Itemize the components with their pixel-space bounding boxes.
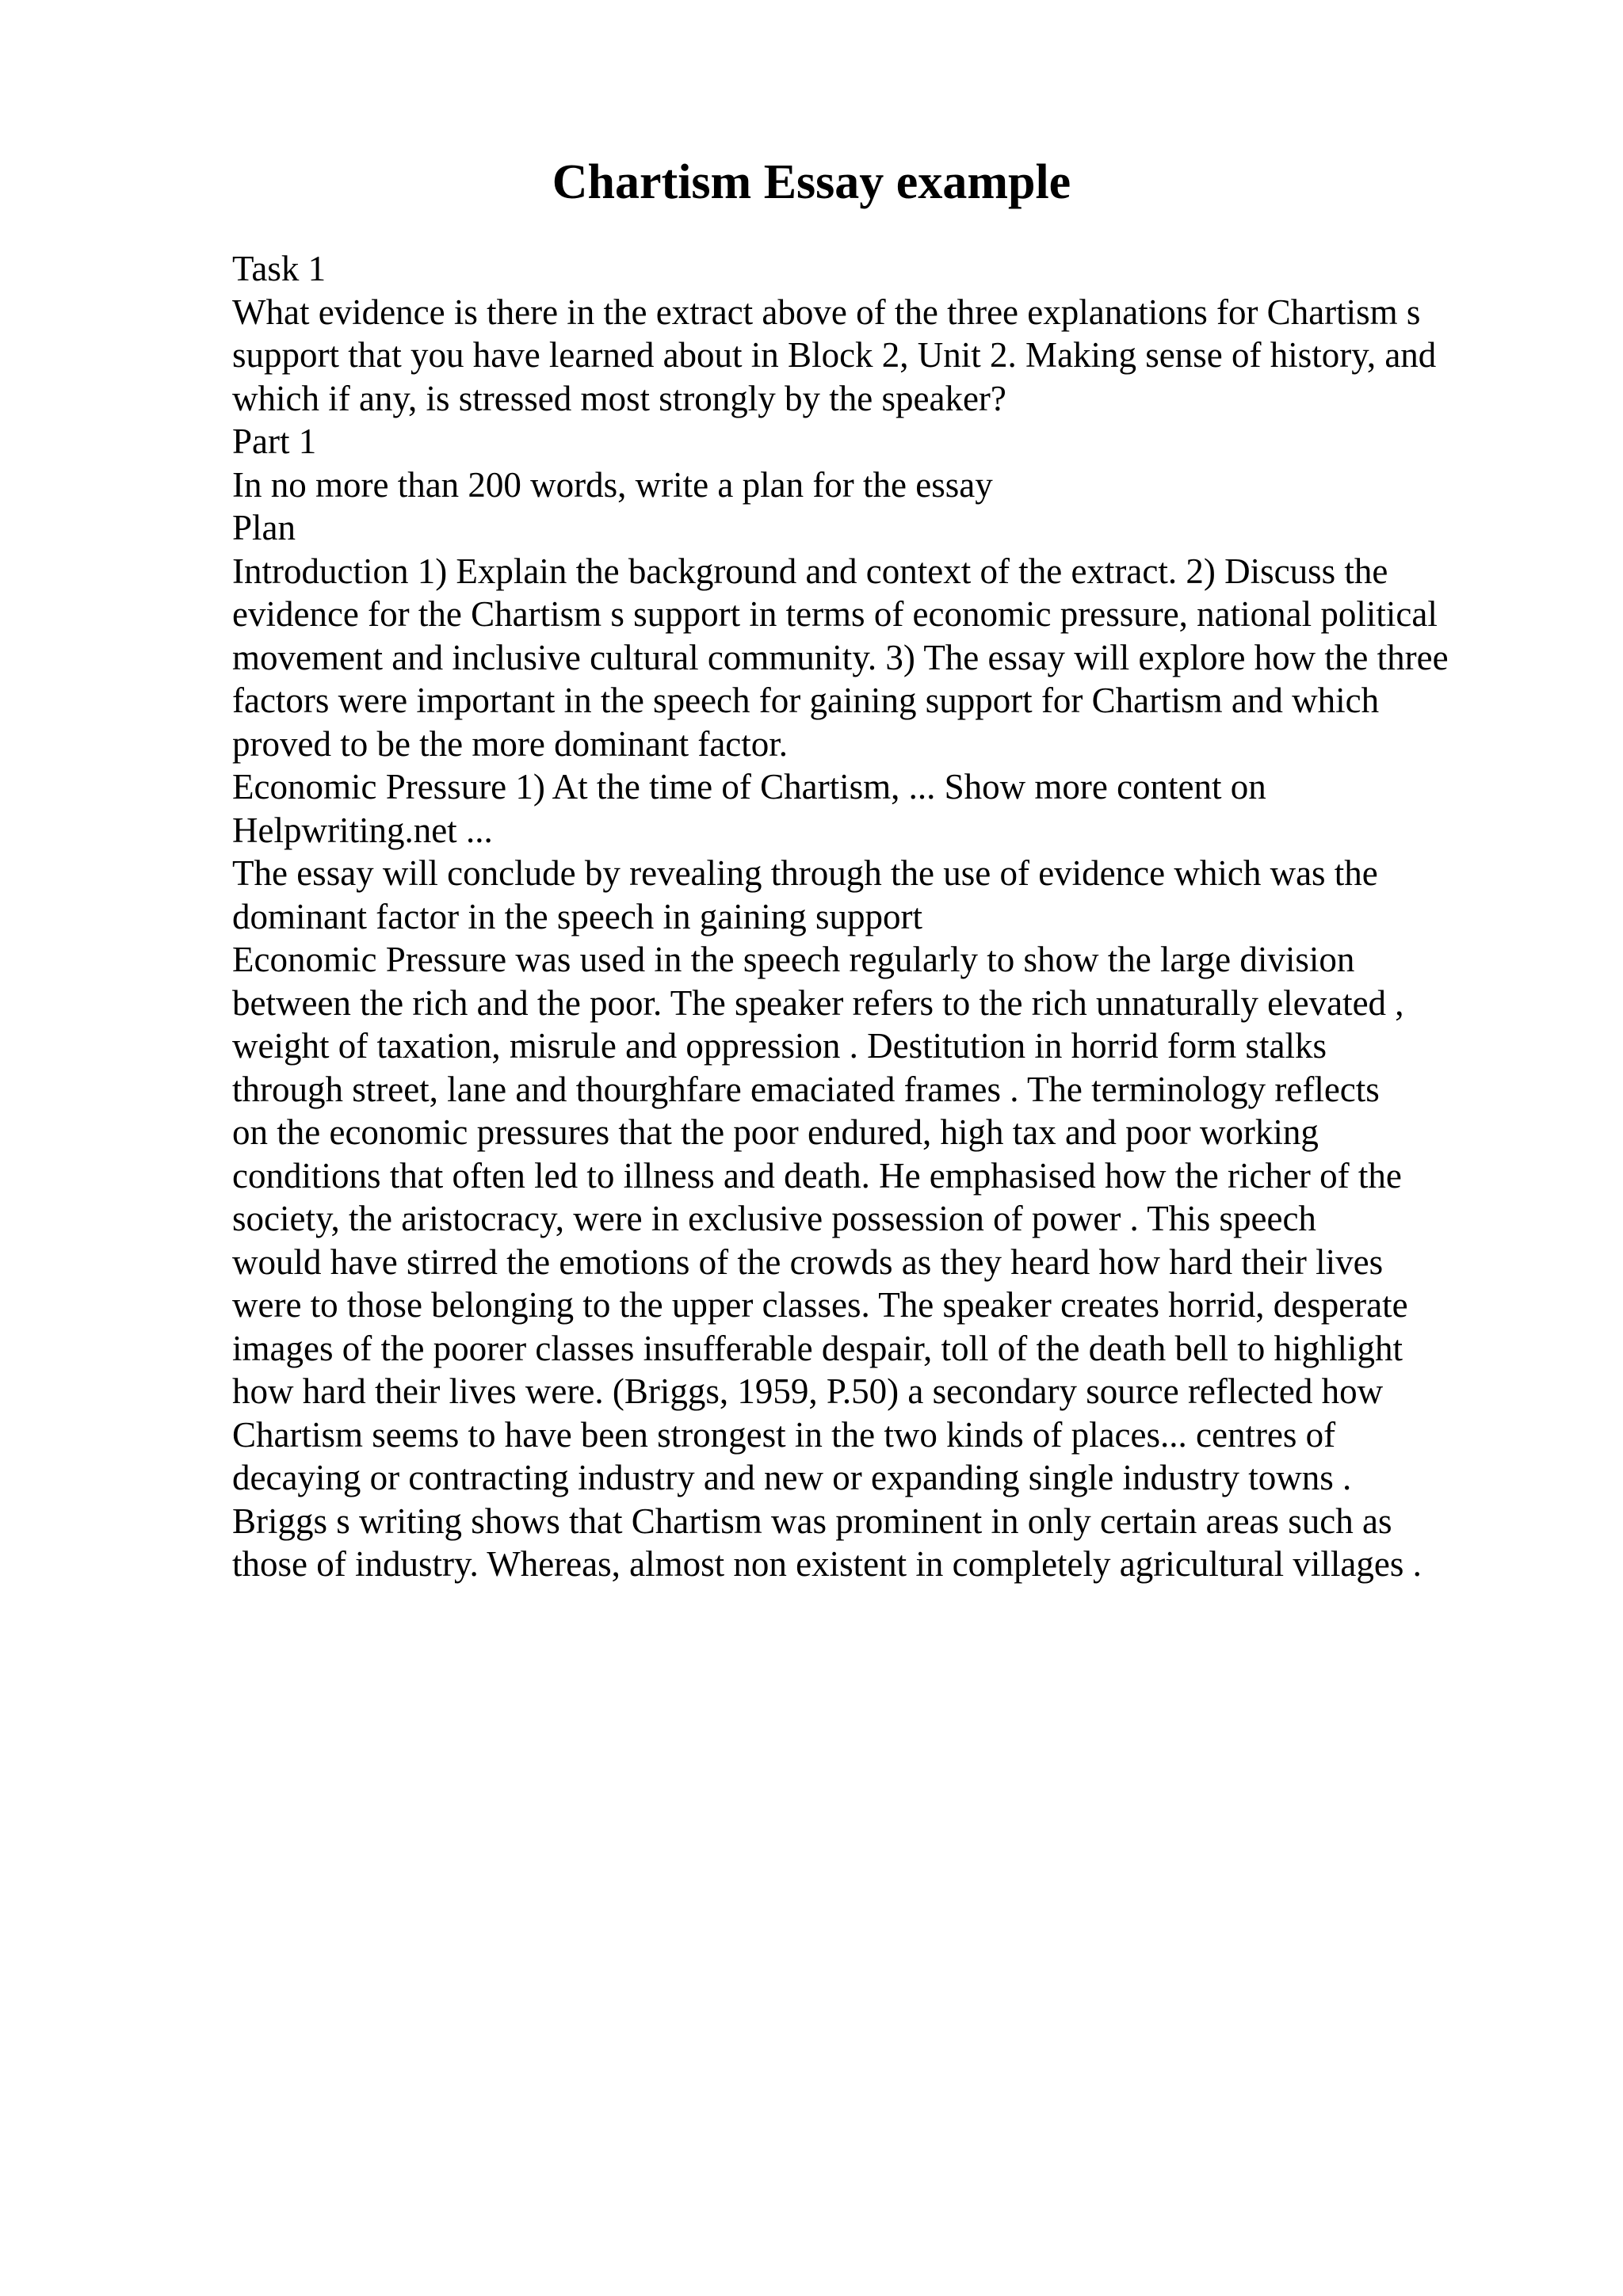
document-body bbox=[232, 247, 1595, 1586]
text-line: dominant factor in the speech in gaining support bbox=[232, 896, 923, 936]
text-line: Economic Pressure 1) At the time of Chartism, ... Show more content on bbox=[232, 767, 1266, 807]
text-line: proved to be the more dominant factor. bbox=[232, 723, 789, 764]
text-line: society, the aristocracy, were in exclusive possession of power . This speech bbox=[232, 1199, 1316, 1238]
text-line: conditions that often led to illness and death. He emphasised how the richer of the bbox=[232, 1155, 1402, 1196]
document-title: Chartism Essay example bbox=[552, 155, 1071, 209]
text-line: Helpwriting.net ... bbox=[232, 810, 493, 850]
text-line: Chartism seems to have been strongest in the two kinds of places... centres of bbox=[232, 1414, 1336, 1455]
text-line: The essay will conclude by revealing through the use of evidence which was the bbox=[232, 853, 1378, 893]
text-line: support that you have learned about in Block 2, Unit 2. Making sense of history, and bbox=[232, 335, 1437, 375]
text-line: Task 1 bbox=[232, 249, 327, 288]
text-line: movement and inclusive cultural community. 3) The essay will explore how the three bbox=[232, 637, 1449, 677]
text-line: would have stirred the emotions of the crowds as they heard how hard their lives bbox=[232, 1241, 1384, 1282]
text-line: Briggs s writing shows that Chartism was prominent in only certain areas such as bbox=[232, 1501, 1392, 1541]
text-line: were to those belonging to the upper classes. The speaker creates horrid, desperate bbox=[232, 1285, 1408, 1325]
text-line: those of industry. Whereas, almost non existent in completely agricultural villages . bbox=[232, 1544, 1422, 1584]
text-line: Introduction 1) Explain the background and context of the extract. 2) Discuss the bbox=[232, 551, 1388, 591]
text-line: evidence for the Chartism s support in terms of economic pressure, national political bbox=[232, 594, 1438, 634]
text-line: factors were important in the speech for gaining support for Chartism and which bbox=[232, 681, 1380, 720]
text-line: Plan bbox=[232, 508, 296, 547]
text-line: how hard their lives were. (Briggs, 1959, P.50) a secondary source reflected how bbox=[232, 1371, 1384, 1411]
text-line: between the rich and the poor. The speaker refers to the rich unnaturally elevated , bbox=[232, 982, 1404, 1023]
text-line: images of the poorer classes insufferable despair, toll of the death bell to highlight bbox=[232, 1328, 1403, 1368]
text-line: on the economic pressures that the poor endured, high tax and poor working bbox=[232, 1112, 1319, 1152]
text-line: decaying or contracting industry and new or expanding single industry towns . bbox=[232, 1458, 1352, 1497]
text-line: through street, lane and thourghfare emaciated frames . The terminology reflects bbox=[232, 1069, 1380, 1109]
text-line: Economic Pressure was used in the speech regularly to show the large division bbox=[232, 940, 1355, 979]
text-line: weight of taxation, misrule and oppression . Destitution in horrid form stalks bbox=[232, 1026, 1327, 1066]
text-line: In no more than 200 words, write a plan for the essay bbox=[232, 464, 993, 505]
text-line: which if any, is stressed most strongly by the speaker? bbox=[232, 378, 1006, 418]
text-line: Part 1 bbox=[232, 421, 317, 461]
text-line: What evidence is there in the extract above of the three explanations for Chartism s bbox=[232, 292, 1421, 332]
